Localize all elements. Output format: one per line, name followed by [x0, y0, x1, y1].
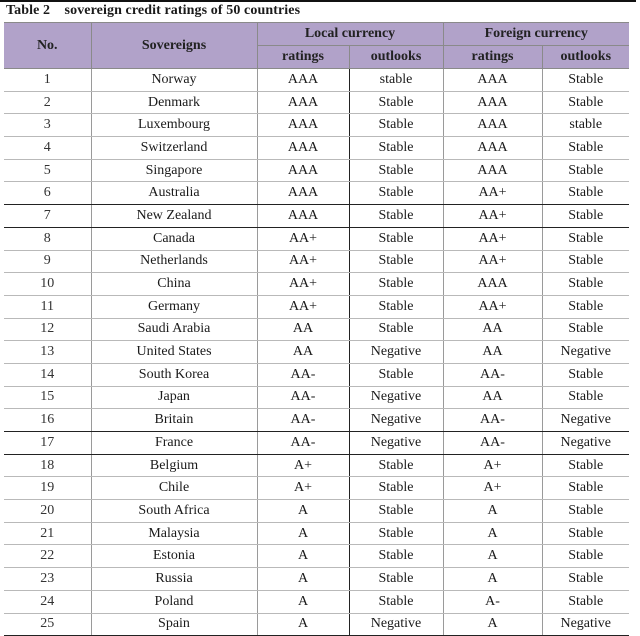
cell-local-outlook: Negative	[349, 613, 443, 636]
header-local-currency: Local currency	[257, 23, 443, 46]
cell-no: 10	[4, 273, 91, 296]
cell-local-outlook: Stable	[349, 568, 443, 591]
cell-foreign-outlook: stable	[542, 114, 629, 137]
cell-local-rating: A	[257, 522, 349, 545]
cell-sovereign: Poland	[91, 590, 257, 613]
cell-sovereign: United States	[91, 341, 257, 364]
table-row	[4, 250, 629, 273]
cell-foreign-outlook: Stable	[542, 273, 629, 296]
cell-foreign-rating: AAA	[443, 114, 542, 137]
cell-foreign-outlook: Stable	[542, 590, 629, 613]
cell-local-rating: A	[257, 568, 349, 591]
cell-sovereign: Russia	[91, 568, 257, 591]
cell-local-outlook: Stable	[349, 590, 443, 613]
cell-sovereign: Belgium	[91, 454, 257, 477]
cell-local-rating: AAA	[257, 205, 349, 228]
table-row	[4, 363, 629, 386]
cell-local-outlook: Stable	[349, 250, 443, 273]
cell-no: 18	[4, 454, 91, 477]
table-row	[4, 590, 629, 613]
table-row	[4, 500, 629, 523]
cell-no: 13	[4, 341, 91, 364]
table-row	[4, 341, 629, 364]
cell-local-outlook: Negative	[349, 409, 443, 432]
table-row	[4, 114, 629, 137]
cell-foreign-rating: AA-	[443, 432, 542, 455]
cell-foreign-rating: AA	[443, 386, 542, 409]
cell-local-rating: AAA	[257, 137, 349, 160]
cell-foreign-rating: AA+	[443, 205, 542, 228]
cell-foreign-rating: A	[443, 613, 542, 636]
cell-sovereign: South Korea	[91, 363, 257, 386]
table-row	[4, 159, 629, 182]
cell-foreign-rating: AAA	[443, 69, 542, 92]
cell-sovereign: Singapore	[91, 159, 257, 182]
cell-foreign-outlook: Negative	[542, 613, 629, 636]
cell-foreign-outlook: Stable	[542, 91, 629, 114]
cell-sovereign: France	[91, 432, 257, 455]
cell-local-rating: A+	[257, 454, 349, 477]
cell-foreign-outlook: Stable	[542, 454, 629, 477]
cell-local-outlook: Stable	[349, 500, 443, 523]
cell-foreign-rating: AAA	[443, 159, 542, 182]
cell-local-rating: A	[257, 500, 349, 523]
cell-foreign-outlook: Negative	[542, 409, 629, 432]
cell-local-outlook: Stable	[349, 318, 443, 341]
cell-local-outlook: Stable	[349, 159, 443, 182]
cell-foreign-outlook: Stable	[542, 386, 629, 409]
cell-sovereign: Germany	[91, 295, 257, 318]
table-row	[4, 91, 629, 114]
cell-no: 11	[4, 295, 91, 318]
cell-no: 23	[4, 568, 91, 591]
cell-foreign-rating: A+	[443, 477, 542, 500]
cell-foreign-rating: A-	[443, 590, 542, 613]
cell-foreign-outlook: Negative	[542, 432, 629, 455]
cell-local-outlook: Stable	[349, 137, 443, 160]
cell-sovereign: Netherlands	[91, 250, 257, 273]
cell-local-rating: AA-	[257, 363, 349, 386]
cell-no: 22	[4, 545, 91, 568]
cell-foreign-rating: AA	[443, 341, 542, 364]
cell-local-outlook: Stable	[349, 522, 443, 545]
header-no: No.	[4, 23, 91, 69]
cell-local-outlook: Stable	[349, 477, 443, 500]
cell-foreign-rating: A	[443, 545, 542, 568]
cell-foreign-rating: AA+	[443, 250, 542, 273]
cell-foreign-outlook: Stable	[542, 568, 629, 591]
cell-foreign-outlook: Stable	[542, 137, 629, 160]
cell-foreign-outlook: Negative	[542, 341, 629, 364]
cell-local-outlook: Stable	[349, 295, 443, 318]
cell-local-outlook: Stable	[349, 205, 443, 228]
cell-sovereign: Denmark	[91, 91, 257, 114]
cell-foreign-outlook: Stable	[542, 250, 629, 273]
header-local-ratings: ratings	[257, 46, 349, 69]
cell-local-rating: AA	[257, 318, 349, 341]
cell-local-rating: AAA	[257, 91, 349, 114]
cell-foreign-rating: AAA	[443, 273, 542, 296]
cell-local-rating: AAA	[257, 182, 349, 205]
cell-local-outlook: Negative	[349, 432, 443, 455]
table-row	[4, 613, 629, 636]
cell-no: 19	[4, 477, 91, 500]
table-row	[4, 318, 629, 341]
cell-foreign-rating: AA-	[443, 409, 542, 432]
cell-local-outlook: Stable	[349, 454, 443, 477]
table-row	[4, 69, 629, 92]
cell-sovereign: Japan	[91, 386, 257, 409]
cell-no: 5	[4, 159, 91, 182]
cell-no: 17	[4, 432, 91, 455]
cell-local-outlook: Stable	[349, 363, 443, 386]
cell-foreign-rating: AAA	[443, 91, 542, 114]
cell-foreign-outlook: Stable	[542, 159, 629, 182]
cell-local-rating: AA+	[257, 227, 349, 250]
cell-no: 4	[4, 137, 91, 160]
cell-local-outlook: Stable	[349, 114, 443, 137]
header-foreign-currency: Foreign currency	[443, 23, 629, 46]
cell-foreign-outlook: Stable	[542, 227, 629, 250]
cell-sovereign: Saudi Arabia	[91, 318, 257, 341]
table-caption: Table 2 sovereign credit ratings of 50 countries	[6, 3, 301, 18]
table-row	[4, 432, 629, 455]
cell-no: 1	[4, 69, 91, 92]
cell-no: 12	[4, 318, 91, 341]
cell-foreign-rating: AA+	[443, 227, 542, 250]
cell-no: 9	[4, 250, 91, 273]
cell-local-rating: A	[257, 545, 349, 568]
header-foreign-ratings: ratings	[443, 46, 542, 69]
cell-no: 16	[4, 409, 91, 432]
cell-sovereign: New Zealand	[91, 205, 257, 228]
cell-foreign-rating: A+	[443, 454, 542, 477]
cell-foreign-outlook: Stable	[542, 522, 629, 545]
table-row	[4, 386, 629, 409]
cell-sovereign: Luxembourg	[91, 114, 257, 137]
header-local-outlooks: outlooks	[349, 46, 443, 69]
table-row	[4, 568, 629, 591]
table-row	[4, 182, 629, 205]
table-row	[4, 295, 629, 318]
cell-local-rating: AA-	[257, 432, 349, 455]
cell-no: 2	[4, 91, 91, 114]
cell-local-rating: AA-	[257, 409, 349, 432]
cell-sovereign: South Africa	[91, 500, 257, 523]
header-foreign-outlooks: outlooks	[542, 46, 629, 69]
table-row	[4, 522, 629, 545]
cell-local-rating: AA+	[257, 250, 349, 273]
cell-foreign-outlook: Stable	[542, 363, 629, 386]
cell-sovereign: Australia	[91, 182, 257, 205]
cell-foreign-outlook: Stable	[542, 295, 629, 318]
table-row	[4, 227, 629, 250]
cell-foreign-rating: AAA	[443, 137, 542, 160]
cell-no: 6	[4, 182, 91, 205]
cell-local-rating: AA	[257, 341, 349, 364]
cell-sovereign: Malaysia	[91, 522, 257, 545]
cell-local-outlook: Stable	[349, 91, 443, 114]
cell-foreign-rating: AA+	[443, 182, 542, 205]
table-row	[4, 409, 629, 432]
cell-local-rating: A	[257, 613, 349, 636]
cell-foreign-rating: AA+	[443, 295, 542, 318]
cell-sovereign: Chile	[91, 477, 257, 500]
table-row	[4, 273, 629, 296]
cell-local-rating: A+	[257, 477, 349, 500]
cell-sovereign: Switzerland	[91, 137, 257, 160]
table-row	[4, 477, 629, 500]
cell-no: 20	[4, 500, 91, 523]
table-row	[4, 454, 629, 477]
cell-foreign-outlook: Stable	[542, 500, 629, 523]
cell-local-rating: AA+	[257, 295, 349, 318]
cell-sovereign: Spain	[91, 613, 257, 636]
cell-no: 15	[4, 386, 91, 409]
table-row	[4, 137, 629, 160]
cell-local-outlook: Negative	[349, 341, 443, 364]
cell-no: 25	[4, 613, 91, 636]
cell-foreign-rating: A	[443, 568, 542, 591]
cell-local-rating: A	[257, 590, 349, 613]
cell-local-outlook: Stable	[349, 182, 443, 205]
cell-no: 3	[4, 114, 91, 137]
cell-foreign-outlook: Stable	[542, 318, 629, 341]
top-rule	[0, 0, 636, 2]
cell-sovereign: Britain	[91, 409, 257, 432]
ratings-table	[4, 22, 629, 636]
cell-local-rating: AAA	[257, 114, 349, 137]
cell-foreign-outlook: Stable	[542, 477, 629, 500]
header-sovereigns: Sovereigns	[91, 23, 257, 69]
cell-local-rating: AAA	[257, 69, 349, 92]
cell-local-rating: AA+	[257, 273, 349, 296]
cell-local-outlook: Stable	[349, 273, 443, 296]
cell-no: 8	[4, 227, 91, 250]
cell-no: 21	[4, 522, 91, 545]
cell-foreign-outlook: Stable	[542, 205, 629, 228]
cell-foreign-outlook: Stable	[542, 182, 629, 205]
cell-local-outlook: Negative	[349, 386, 443, 409]
cell-no: 7	[4, 205, 91, 228]
table-header	[4, 23, 629, 69]
cell-local-rating: AAA	[257, 159, 349, 182]
cell-foreign-rating: A	[443, 500, 542, 523]
cell-foreign-outlook: Stable	[542, 69, 629, 92]
cell-foreign-rating: A	[443, 522, 542, 545]
cell-local-rating: AA-	[257, 386, 349, 409]
cell-foreign-rating: AA	[443, 318, 542, 341]
cell-sovereign: Canada	[91, 227, 257, 250]
cell-sovereign: China	[91, 273, 257, 296]
cell-sovereign: Estonia	[91, 545, 257, 568]
table-body	[4, 69, 629, 636]
cell-foreign-rating: AA-	[443, 363, 542, 386]
cell-local-outlook: stable	[349, 69, 443, 92]
cell-local-outlook: Stable	[349, 545, 443, 568]
cell-no: 24	[4, 590, 91, 613]
cell-sovereign: Norway	[91, 69, 257, 92]
table-row	[4, 545, 629, 568]
table-row	[4, 205, 629, 228]
cell-foreign-outlook: Stable	[542, 545, 629, 568]
cell-no: 14	[4, 363, 91, 386]
cell-local-outlook: Stable	[349, 227, 443, 250]
